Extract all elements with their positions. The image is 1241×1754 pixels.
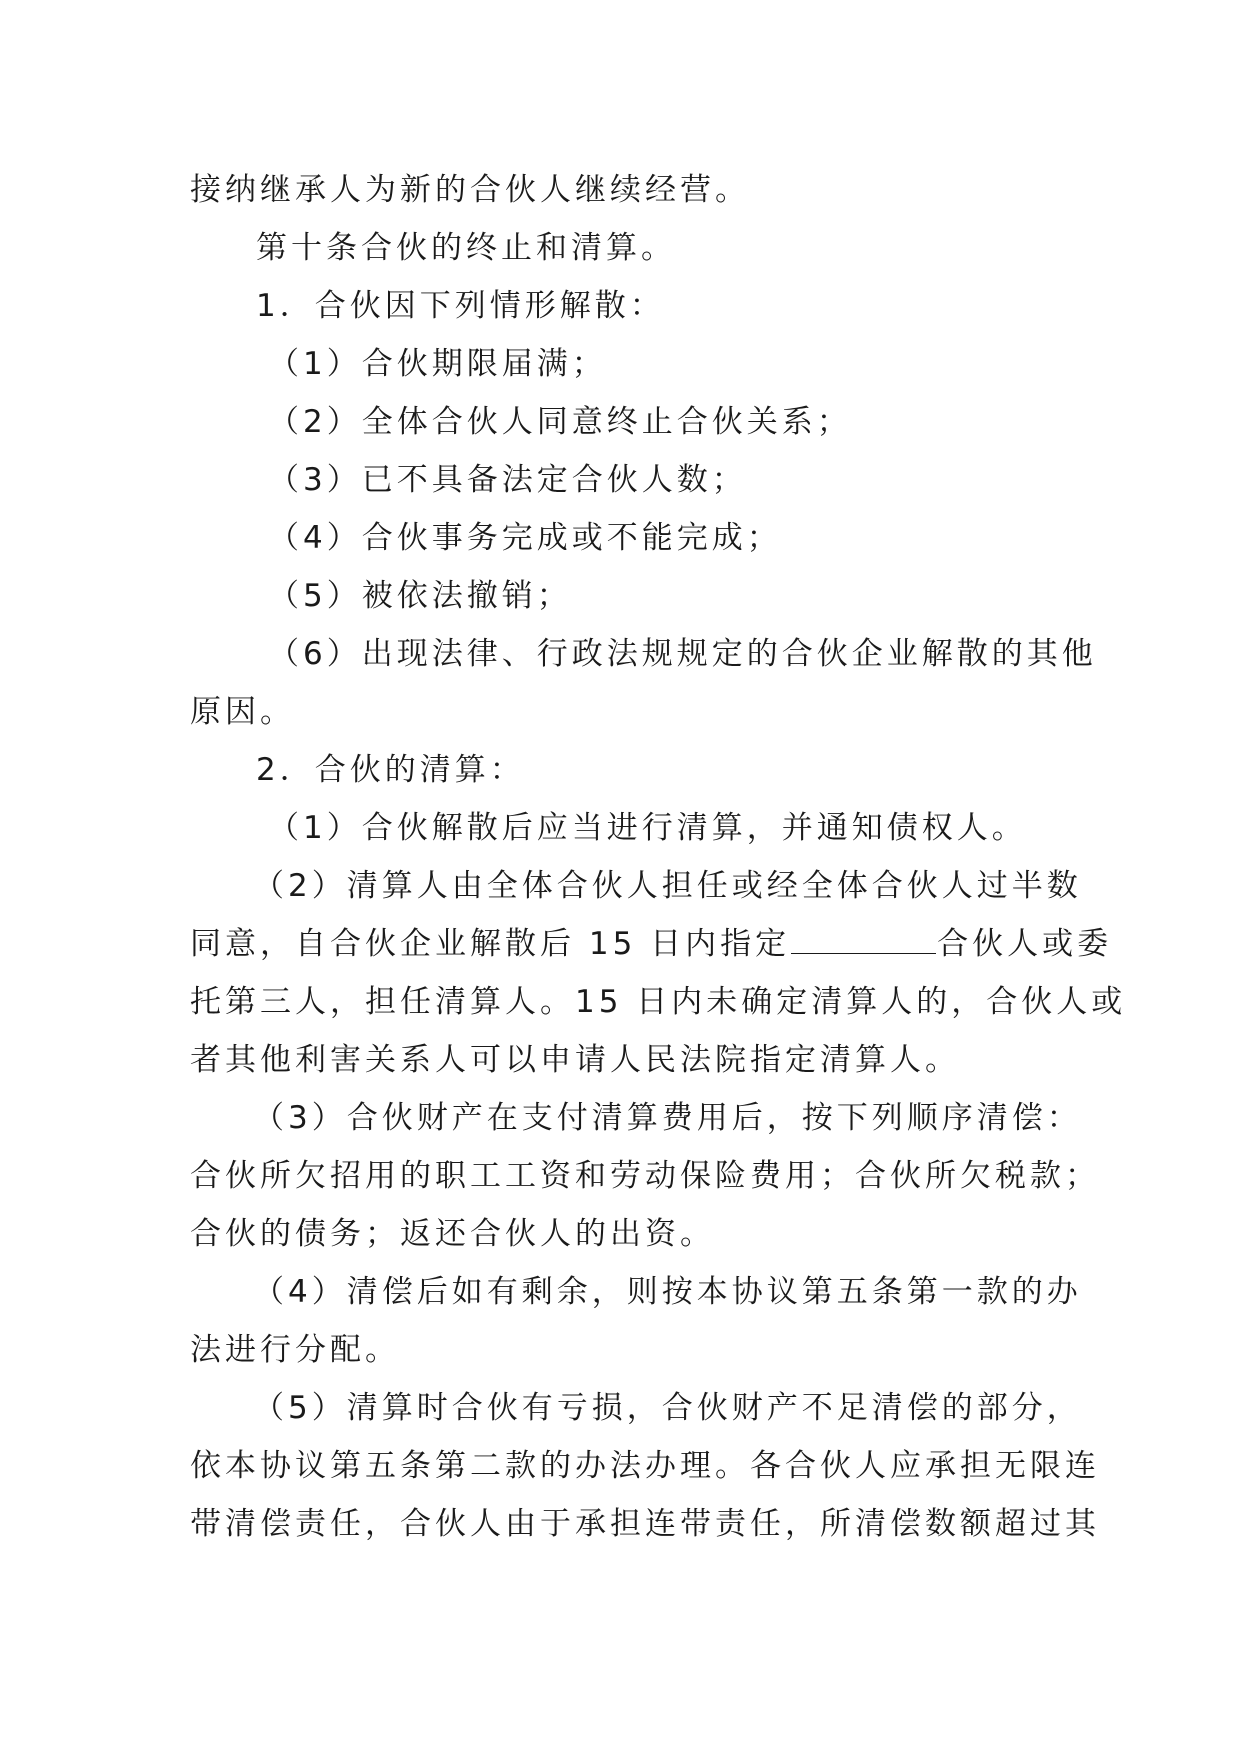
text-line: 依本协议第五条第二款的办法办理。各合伙人应承担无限连 [190, 1448, 1100, 1484]
list-item: （3）合伙财产在支付清算费用后，按下列顺序清偿： [253, 1100, 1082, 1136]
list-item: （4）合伙事务完成或不能完成； [268, 520, 782, 556]
list-item: （5）被依法撤销； [268, 578, 572, 614]
list-item: （1）合伙期限届满； [268, 346, 607, 382]
text-after-blank: 合伙人或委 [937, 926, 1113, 962]
text-line-with-blank [190, 915, 1113, 973]
text-line: 法进行分配。 [190, 1332, 400, 1368]
section-heading: 1．合伙因下列情形解散： [256, 288, 665, 324]
list-item: （6）出现法律、行政法规规定的合伙企业解散的其他 [268, 636, 1097, 672]
list-item: （3）已不具备法定合伙人数； [268, 462, 747, 498]
text-line: 原因。 [190, 694, 295, 730]
text-line: 托第三人，担任清算人。15 日内未确定清算人的，合伙人或 [190, 984, 1127, 1020]
text-before-blank: 同意，自合伙企业解散后 15 日内指定 [190, 926, 791, 962]
text-line: 合伙的债务；返还合伙人的出资。 [190, 1216, 715, 1252]
article-heading: 第十条合伙的终止和清算。 [256, 230, 676, 266]
text-line: 带清偿责任，合伙人由于承担连带责任，所清偿数额超过其 [190, 1506, 1100, 1542]
list-item: （2）全体合伙人同意终止合伙关系； [268, 404, 852, 440]
section-heading: 2．合伙的清算： [256, 752, 525, 788]
list-item: （1）合伙解散后应当进行清算，并通知债权人。 [268, 810, 1027, 846]
list-item: （5）清算时合伙有亏损，合伙财产不足清偿的部分， [253, 1390, 1082, 1426]
text-line: 接纳继承人为新的合伙人继续经营。 [190, 172, 750, 208]
list-item: （2）清算人由全体合伙人担任或经全体合伙人过半数 [253, 868, 1082, 904]
text-line: 合伙所欠招用的职工工资和劳动保险费用；合伙所欠税款； [190, 1158, 1100, 1194]
list-item: （4）清偿后如有剩余，则按本协议第五条第一款的办 [253, 1274, 1082, 1310]
document-body [190, 161, 1127, 1553]
text-line: 者其他利害关系人可以申请人民法院指定清算人。 [190, 1042, 960, 1078]
fill-in-blank[interactable] [791, 927, 936, 954]
